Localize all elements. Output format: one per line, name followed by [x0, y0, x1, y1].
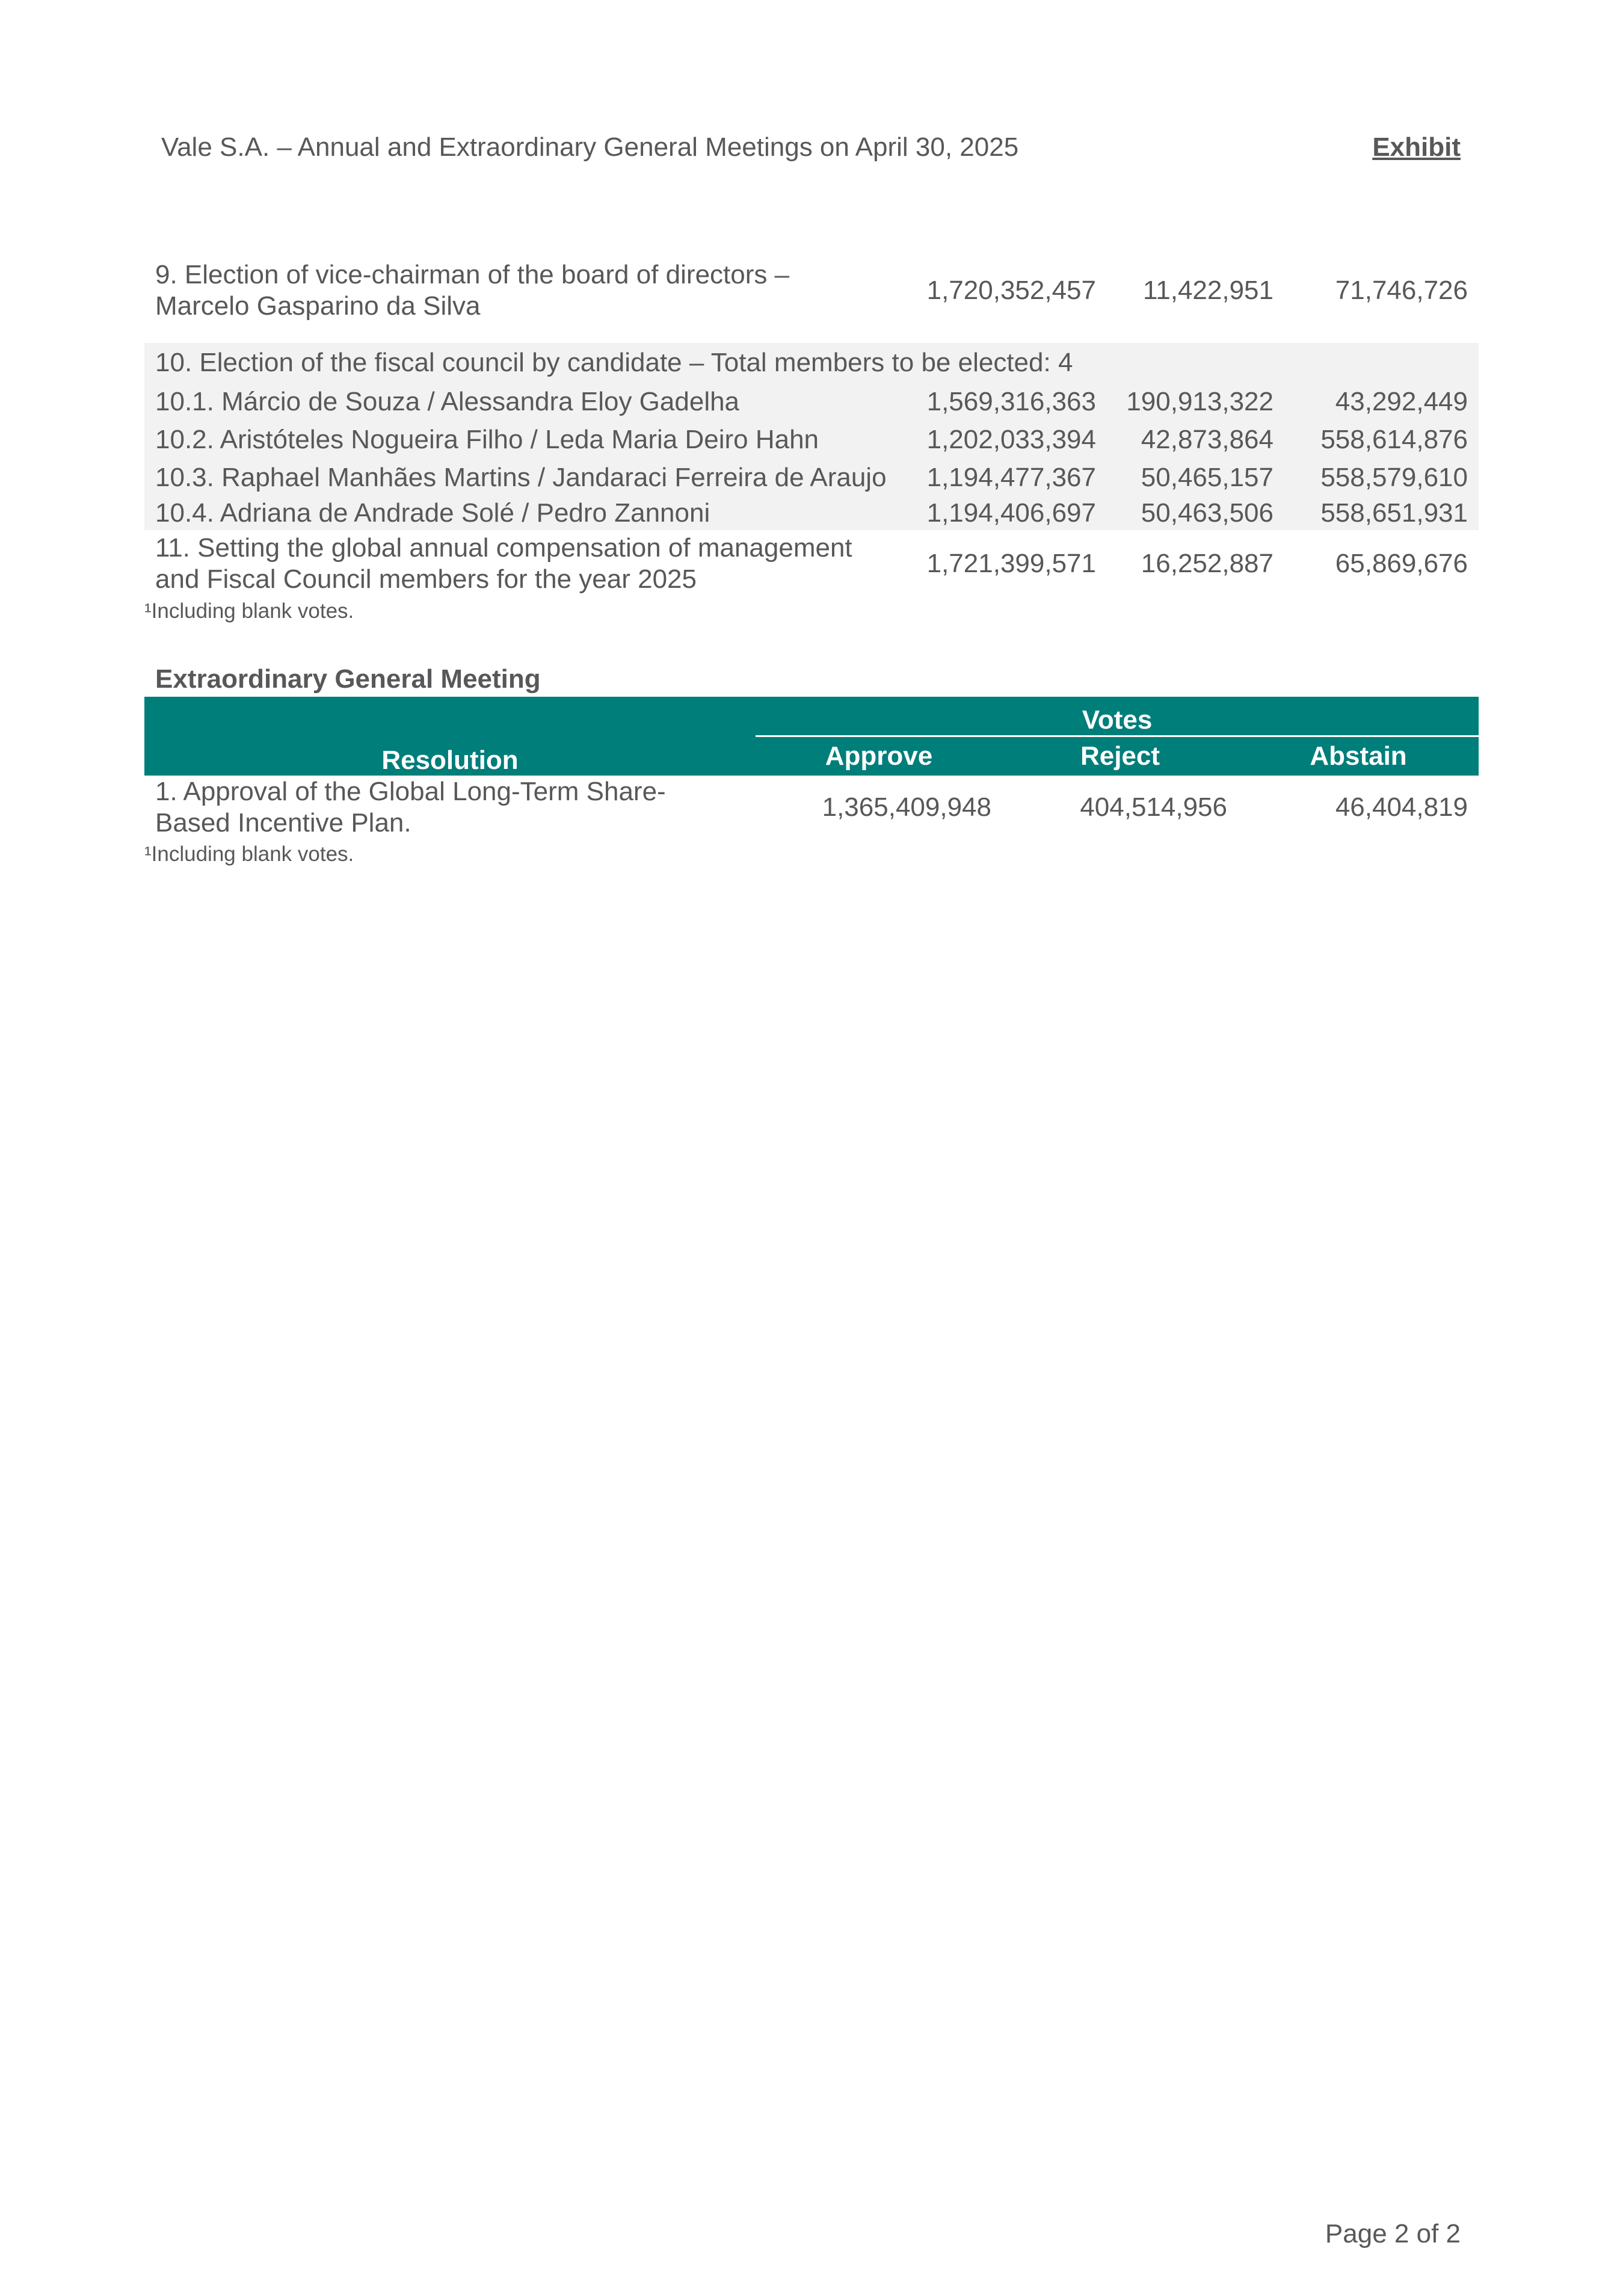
resolution-cell: 10.4. Adriana de Andrade Solé / Pedro Zannoni [144, 496, 908, 530]
approve-header: Approve [756, 736, 1002, 776]
table-row [144, 458, 1479, 496]
reject-header: Reject [1002, 736, 1238, 776]
approve-cell: 1,194,406,697 [908, 496, 1107, 530]
table-row [144, 496, 1479, 530]
fiscal-council-heading: 10. Election of the fiscal council by candidate – Total members to be elected: 4 [144, 343, 1479, 383]
approve-cell: 1,202,033,394 [908, 421, 1107, 458]
abstain-cell: 71,746,726 [1335, 276, 1468, 305]
abstain-cell: 43,292,449 [1284, 383, 1479, 421]
exhibit-label: Exhibit [1372, 132, 1461, 162]
abstain-header: Abstain [1238, 736, 1479, 776]
reject-cell: 11,422,951 [1143, 276, 1274, 305]
approve-cell: 1,720,352,457 [926, 276, 1096, 305]
agm-results-table [144, 253, 1479, 597]
reject-cell: 16,252,887 [1141, 549, 1274, 578]
table-header-row [144, 697, 1479, 736]
approve-cell: 1,721,399,571 [926, 549, 1096, 578]
reject-cell: 42,873,864 [1107, 421, 1284, 458]
approve-cell: 1,569,316,363 [908, 383, 1107, 421]
abstain-cell: 558,579,610 [1284, 458, 1479, 496]
approve-cell: 1,365,409,948 [822, 792, 991, 822]
abstain-cell: 46,404,819 [1335, 792, 1468, 822]
abstain-cell: 558,651,931 [1284, 496, 1479, 530]
section-title: Extraordinary General Meeting [155, 664, 541, 694]
resolution-cell: 11. Setting the global annual compensation of management and Fiscal Council members for the year 2025 [155, 533, 852, 594]
abstain-cell: 65,869,676 [1335, 549, 1468, 578]
table-row [144, 383, 1479, 421]
reject-cell: 50,463,506 [1107, 496, 1284, 530]
resolution-cell: 1. Approval of the Global Long-Term Share- Based Incentive Plan. [155, 777, 666, 838]
footnote: ¹Including blank votes. [144, 599, 354, 623]
table-row [144, 253, 1479, 329]
footnote: ¹Including blank votes. [144, 842, 354, 866]
table-row [144, 776, 1479, 839]
table-row [144, 421, 1479, 458]
approve-cell: 1,194,477,367 [908, 458, 1107, 496]
resolution-cell: 10.3. Raphael Manhães Martins / Jandaraci Ferreira de Araujo [144, 458, 908, 496]
page-number: Page 2 of 2 [1325, 2219, 1461, 2248]
resolution-cell: 9. Election of vice-chairman of the board of directors – Marcelo Gasparino da Silva [155, 260, 790, 321]
document-header-title: Vale S.A. – Annual and Extraordinary General Meetings on April 30, 2025 [161, 132, 1019, 162]
table-row [144, 530, 1479, 597]
abstain-cell: 558,614,876 [1284, 421, 1479, 458]
reject-cell: 404,514,956 [1080, 792, 1227, 822]
egm-results-table [144, 697, 1479, 839]
table-row [144, 343, 1479, 383]
resolution-cell: 10.2. Aristóteles Nogueira Filho / Leda Maria Deiro Hahn [144, 421, 908, 458]
resolution-cell: 10.1. Márcio de Souza / Alessandra Eloy Gadelha [144, 383, 908, 421]
votes-header: Votes [756, 697, 1479, 736]
reject-cell: 50,465,157 [1107, 458, 1284, 496]
reject-cell: 190,913,322 [1107, 383, 1284, 421]
resolution-header: Resolution [144, 697, 756, 776]
